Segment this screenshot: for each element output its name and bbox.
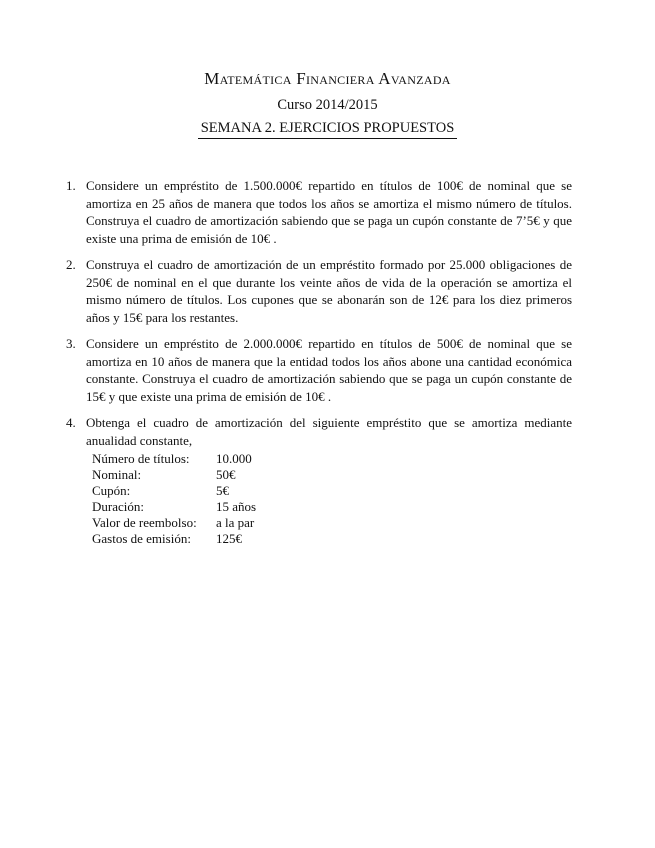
exercise-item bbox=[66, 335, 572, 405]
exercise-number: 4. bbox=[66, 415, 76, 430]
exercise-list bbox=[66, 177, 572, 556]
exercise-body bbox=[86, 414, 572, 547]
exercise-item bbox=[66, 256, 572, 326]
table-label: Cupón: bbox=[92, 483, 131, 498]
table-row bbox=[92, 531, 256, 547]
exercise-number: 3. bbox=[66, 336, 76, 351]
table-value: 10.000 bbox=[216, 451, 252, 466]
loan-data-table bbox=[92, 451, 256, 547]
table-row bbox=[92, 515, 256, 531]
document-title: Matemática Financiera Avanzada bbox=[204, 69, 451, 88]
table-value: 15 años bbox=[216, 499, 257, 514]
table-row bbox=[92, 451, 256, 467]
exercise-text: Obtenga el cuadro de amortización del siguiente empréstito que se amortiza mediante anualidad constante, bbox=[86, 415, 572, 448]
exercise-text: Construya el cuadro de amortización de un empréstito formado por 25.000 obligaciones de 250€ de nominal en el que durante los veinte años de vida de la operación se amortiza el mismo número de títulos. Los cupones que se abonarán son de 12€ para los diez primeros años y 15€ para los restantes. bbox=[86, 257, 572, 325]
week-heading: SEMANA 2. EJERCICIOS PROPUESTOS bbox=[198, 119, 458, 139]
table-value: a la par bbox=[216, 515, 255, 530]
exercise-item bbox=[66, 414, 572, 547]
table-row bbox=[92, 499, 256, 515]
exercise-text: Considere un empréstito de 2.000.000€ repartido en títulos de 500€ de nominal que se amortiza en 10 años de manera que la entidad todos los años abone una cantidad económica constante. Construya el cuadro de amortización sabiendo que se paga un cupón constante de 15€ y que existe una prima de emisión de 10€ . bbox=[86, 336, 572, 404]
exercise-item bbox=[66, 177, 572, 247]
table-label: Número de títulos: bbox=[92, 451, 190, 466]
table-row bbox=[92, 467, 256, 483]
table-label: Nominal: bbox=[92, 467, 142, 482]
table-row bbox=[92, 483, 256, 499]
table-value: 125€ bbox=[216, 531, 242, 546]
table-label: Gastos de emisión: bbox=[92, 531, 191, 546]
exercise-number: 1. bbox=[66, 178, 76, 193]
table-value: 50€ bbox=[216, 467, 236, 482]
course-year: Curso 2014/2015 bbox=[277, 97, 378, 113]
table-value: 5€ bbox=[216, 483, 229, 498]
exercise-text: Considere un empréstito de 1.500.000€ repartido en títulos de 100€ de nominal que se amortiza en 25 años de manera que todos los años se amortiza el mismo número de títulos. Construya el cuadro de amortización sabiendo que se paga un cupón constante de 7’5€ y que existe una prima de emisión de 10€ . bbox=[86, 178, 572, 246]
document-header bbox=[0, 68, 655, 139]
exercise-number: 2. bbox=[66, 257, 76, 272]
table-label: Duración: bbox=[92, 499, 144, 514]
table-label: Valor de reembolso: bbox=[92, 515, 197, 530]
